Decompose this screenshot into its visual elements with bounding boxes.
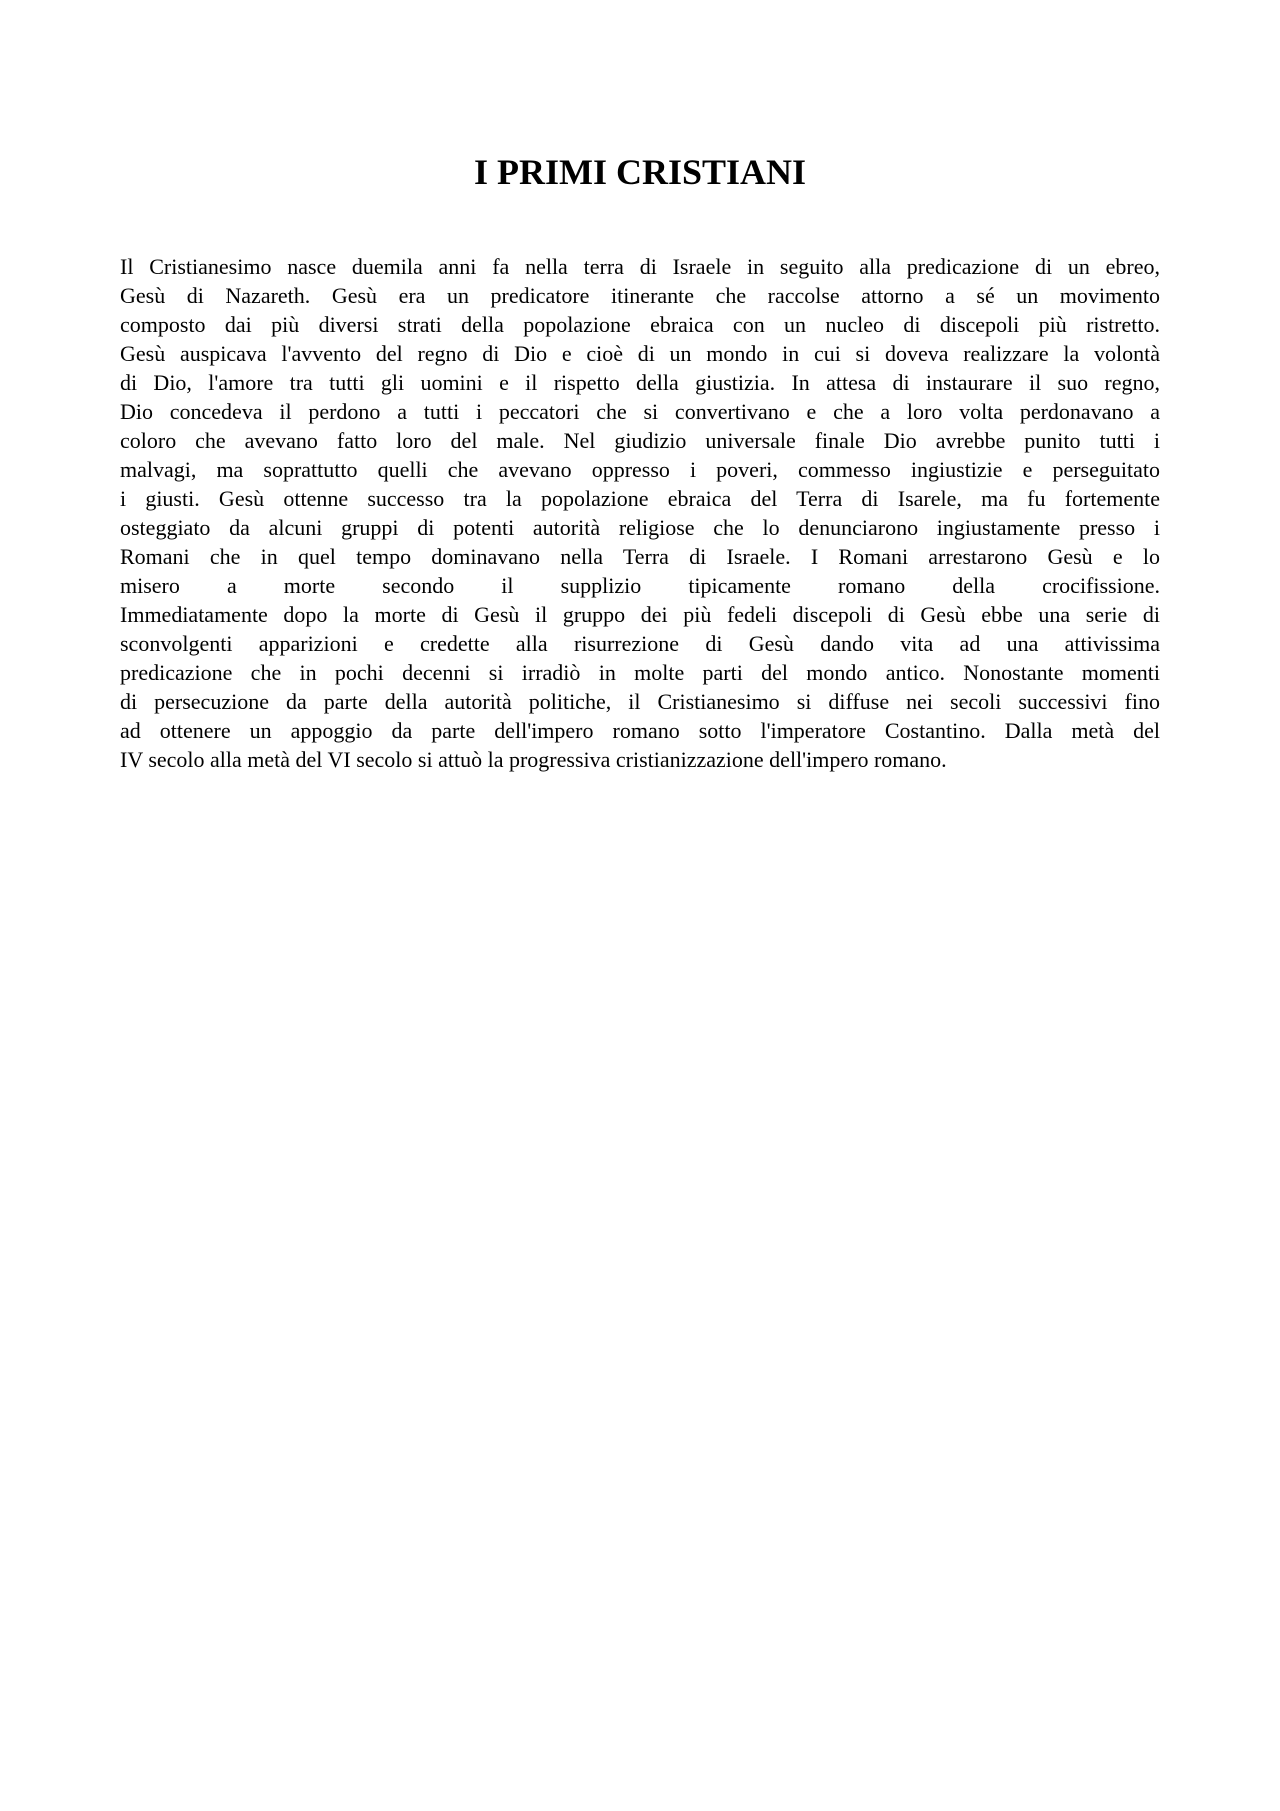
paragraph-line: Il Cristianesimo nasce duemila anni fa nella terra di Israele in seguito alla predicazione di un ebreo,: [120, 254, 1160, 279]
paragraph-line: di Dio, l'amore tra tutti gli uomini e il rispetto della giustizia. In attesa di instaurare il suo regno,: [120, 370, 1160, 395]
paragraph-line: Immediatamente dopo la morte di Gesù il gruppo dei più fedeli discepoli di Gesù ebbe una serie di: [120, 602, 1160, 627]
page-title: I PRIMI CRISTIANI: [473, 152, 807, 192]
paragraph-line: Romani che in quel tempo dominavano nella Terra di Israele. I Romani arrestarono Gesù e lo: [120, 544, 1160, 569]
paragraph-line: sconvolgenti apparizioni e credette alla risurrezione di Gesù dando vita ad una attivissima: [120, 631, 1160, 656]
paragraph-line: ad ottenere un appoggio da parte dell'impero romano sotto l'imperatore Costantino. Dalla metà del: [120, 718, 1160, 743]
paragraph-line: Gesù di Nazareth. Gesù era un predicatore itinerante che raccolse attorno a sé un movimento: [120, 283, 1160, 308]
body-paragraph: [120, 252, 1160, 774]
paragraph-line: IV secolo alla metà del VI secolo si attuò la progressiva cristianizzazione dell'impero romano.: [120, 747, 947, 772]
paragraph-line: misero a morte secondo il supplizio tipicamente romano della crocifissione.: [120, 573, 1160, 598]
paragraph-line: osteggiato da alcuni gruppi di potenti autorità religiose che lo denunciarono ingiustamente presso i: [120, 515, 1160, 540]
paragraph-line: coloro che avevano fatto loro del male. Nel giudizio universale finale Dio avrebbe punito tutti i: [120, 428, 1160, 453]
paragraph-line: predicazione che in pochi decenni si irradiò in molte parti del mondo antico. Nonostante momenti: [120, 660, 1160, 685]
paragraph-line: Gesù auspicava l'avvento del regno di Dio e cioè di un mondo in cui si doveva realizzare la volontà: [120, 341, 1160, 366]
paragraph-line: i giusti. Gesù ottenne successo tra la popolazione ebraica del Terra di Isarele, ma fu fortemente: [120, 486, 1160, 511]
paragraph-line: di persecuzione da parte della autorità politiche, il Cristianesimo si diffuse nei secoli successivi fino: [120, 689, 1160, 714]
paragraph-line: composto dai più diversi strati della popolazione ebraica con un nucleo di discepoli più ristretto.: [120, 312, 1160, 337]
paragraph-line: malvagi, ma soprattutto quelli che avevano oppresso i poveri, commesso ingiustizie e perseguitato: [120, 457, 1160, 482]
paragraph-line: Dio concedeva il perdono a tutti i peccatori che si convertivano e che a loro volta perdonavano a: [120, 399, 1160, 424]
